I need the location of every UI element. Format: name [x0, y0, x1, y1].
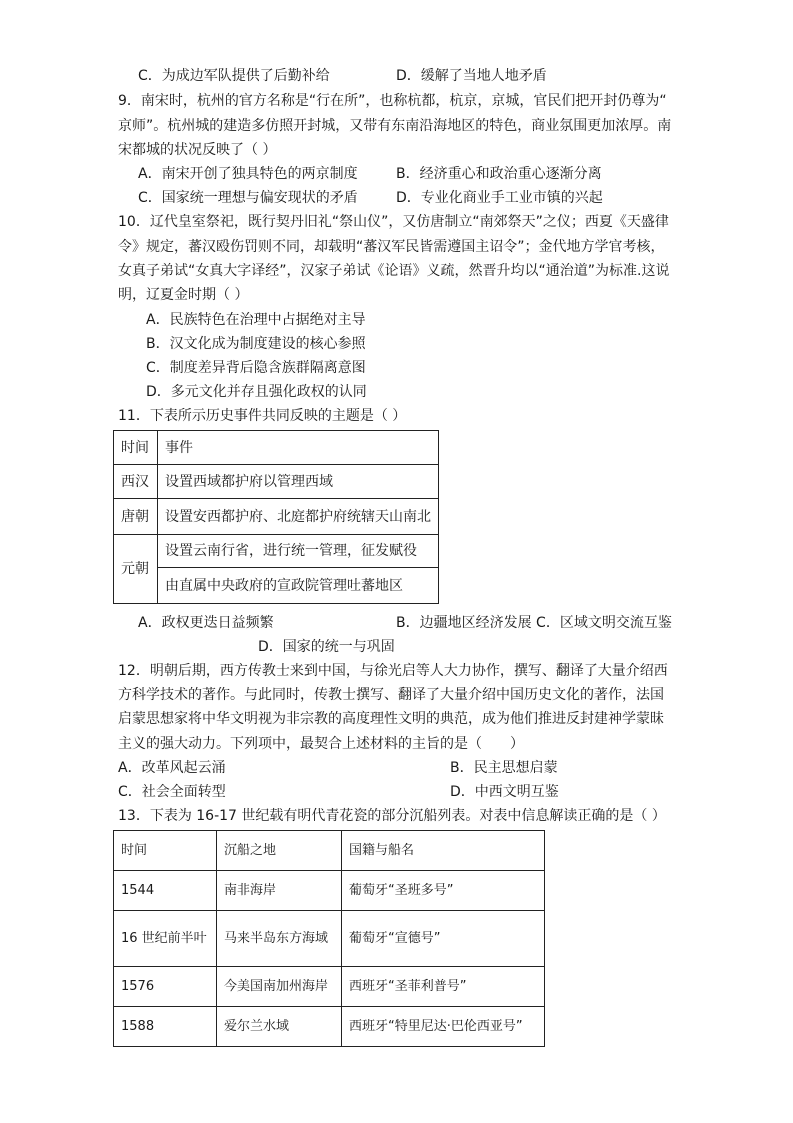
q13-stem: 13．下表为 16-17 世纪载有明代青花瓷的部分沉船列表。对表中信息解读正确的是（ ） [118, 808, 666, 824]
table-cell-time: 唐朝 [114, 499, 158, 535]
table-row [114, 499, 439, 535]
table-cell-time: 1588 [114, 1007, 217, 1047]
q12-stem-line-4: 主义的强大动力。下列项中，最契合上述材料的主旨的是（ ） [118, 736, 524, 752]
table-header-cell: 国籍与船名 [342, 831, 545, 871]
table-header-row [114, 831, 545, 871]
table-cell-place: 南非海岸 [217, 871, 342, 911]
table-cell-time: 西汉 [114, 465, 158, 499]
q10-option-c[interactable]: C．制度差异背后隐含族群隔离意图 [146, 360, 366, 376]
q9-stem-line-3: 宋都城的状况反映了（ ） [118, 142, 277, 158]
table-cell-time: 元朝 [114, 535, 158, 604]
table-header-row [114, 431, 439, 465]
table-cell-event: 设置西域都护府以管理西域 [158, 465, 439, 499]
q10-option-b[interactable]: B．汉文化成为制度建设的核心参照 [146, 336, 366, 352]
q11-option-a[interactable]: A．政权更迭日益频繁 [138, 615, 274, 631]
table-cell-place: 爱尔兰水域 [217, 1007, 342, 1047]
table-cell-ship: 西班牙“特里尼达·巴伦西亚号” [342, 1007, 545, 1047]
q10-option-a[interactable]: A．民族特色在治理中占据绝对主导 [146, 312, 366, 328]
q9-stem-line-2: 京师”。杭州城的建造多仿照开封城，又带有东南沿海地区的特色，商业氛围更加浓厚。南 [118, 118, 672, 134]
table-cell-time: 16 世纪前半叶 [114, 911, 217, 967]
table-row [114, 568, 439, 604]
q11-option-d[interactable]: D．国家的统一与巩固 [258, 639, 395, 655]
table-cell-ship: 葡萄牙“宣德号” [342, 911, 545, 967]
table-header-cell: 沉船之地 [217, 831, 342, 871]
q11-stem: 11．下表所示历史事件共同反映的主题是（ ） [118, 408, 407, 424]
q10-stem-line-2: 令》规定，蕃汉殴伤罚则不同，却载明“蕃汉军民皆需遵国主诏令”；金代地方学官考核， [118, 239, 665, 255]
q13-table [113, 830, 545, 1047]
table-cell-ship: 西班牙“圣菲利普号” [342, 967, 545, 1007]
table-row [114, 1007, 545, 1047]
table-header-cell: 事件 [158, 431, 439, 465]
table-cell-event: 设置云南行省，进行统一管理，征发赋役 [158, 535, 439, 568]
table-row [114, 465, 439, 499]
q10-stem-line-3: 女真子弟试“女真大字译经”，汉家子弟试《论语》义疏，然晋升均以“通治道”为标准.这说 [118, 263, 670, 279]
table-cell-time: 1576 [114, 967, 217, 1007]
table-row [114, 967, 545, 1007]
table-cell-ship: 葡萄牙“圣班多号” [342, 871, 545, 911]
q11-table [113, 430, 439, 604]
q12-option-c[interactable]: C．社会全面转型 [118, 784, 226, 800]
q9-option-a[interactable]: A．南宋开创了独具特色的两京制度 [138, 166, 358, 182]
table-header-cell: 时间 [114, 831, 217, 871]
table-cell-event: 设置安西都护府、北庭都护府统辖天山南北 [158, 499, 439, 535]
q11-option-bc[interactable]: B．边疆地区经济发展 C．区域文明交流互鉴 [396, 615, 672, 631]
q10-stem-line-4: 明，辽夏金时期（ ） [118, 287, 249, 303]
q12-option-b[interactable]: B．民主思想启蒙 [450, 760, 558, 776]
table-row [114, 911, 545, 967]
table-cell-place: 今美国南加州海岸 [217, 967, 342, 1007]
table-row [114, 871, 545, 911]
table-cell-event: 由直属中央政府的宣政院管理吐蕃地区 [158, 568, 439, 604]
q8-option-d[interactable]: D．缓解了当地人地矛盾 [396, 68, 547, 84]
q12-option-a[interactable]: A．改革风起云涌 [118, 760, 226, 776]
table-header-cell: 时间 [114, 431, 158, 465]
q9-stem-line-1: 9．南宋时，杭州的官方名称是“行在所”，也称杭都，杭京，京城，官民们把开封仍尊为“ [118, 93, 667, 109]
table-row [114, 535, 439, 568]
q9-option-c[interactable]: C．国家统一理想与偏安现状的矛盾 [138, 190, 358, 206]
q12-stem-line-2: 方科学技术的著作。与此同时，传教士撰写、翻译了大量介绍中国历史文化的著作，法国 [118, 687, 664, 703]
q12-option-d[interactable]: D．中西文明互鉴 [450, 784, 559, 800]
q12-stem-line-3: 启蒙思想家将中华文明视为非宗教的高度理性文明的典范，成为他们推进反封建神学蒙昧 [118, 711, 664, 727]
table-cell-place: 马来半岛东方海域 [217, 911, 342, 967]
q12-stem-line-1: 12．明朝后期，西方传教士来到中国，与徐光启等人大力协作，撰写、翻译了大量介绍西 [118, 663, 668, 679]
q10-option-d[interactable]: D．多元文化并存且强化政权的认同 [146, 384, 367, 400]
q8-option-c[interactable]: C．为成边军队提供了后勤补给 [138, 68, 330, 84]
q9-option-d[interactable]: D．专业化商业手工业市镇的兴起 [396, 190, 603, 206]
q10-stem-line-1: 10．辽代皇室祭祀，既行契丹旧礼“祭山仪”，又仿唐制立“南郊祭天”之仪；西夏《天盛律 [118, 214, 669, 230]
q9-option-b[interactable]: B．经济重心和政治重心逐渐分离 [396, 166, 602, 182]
table-cell-time: 1544 [114, 871, 217, 911]
